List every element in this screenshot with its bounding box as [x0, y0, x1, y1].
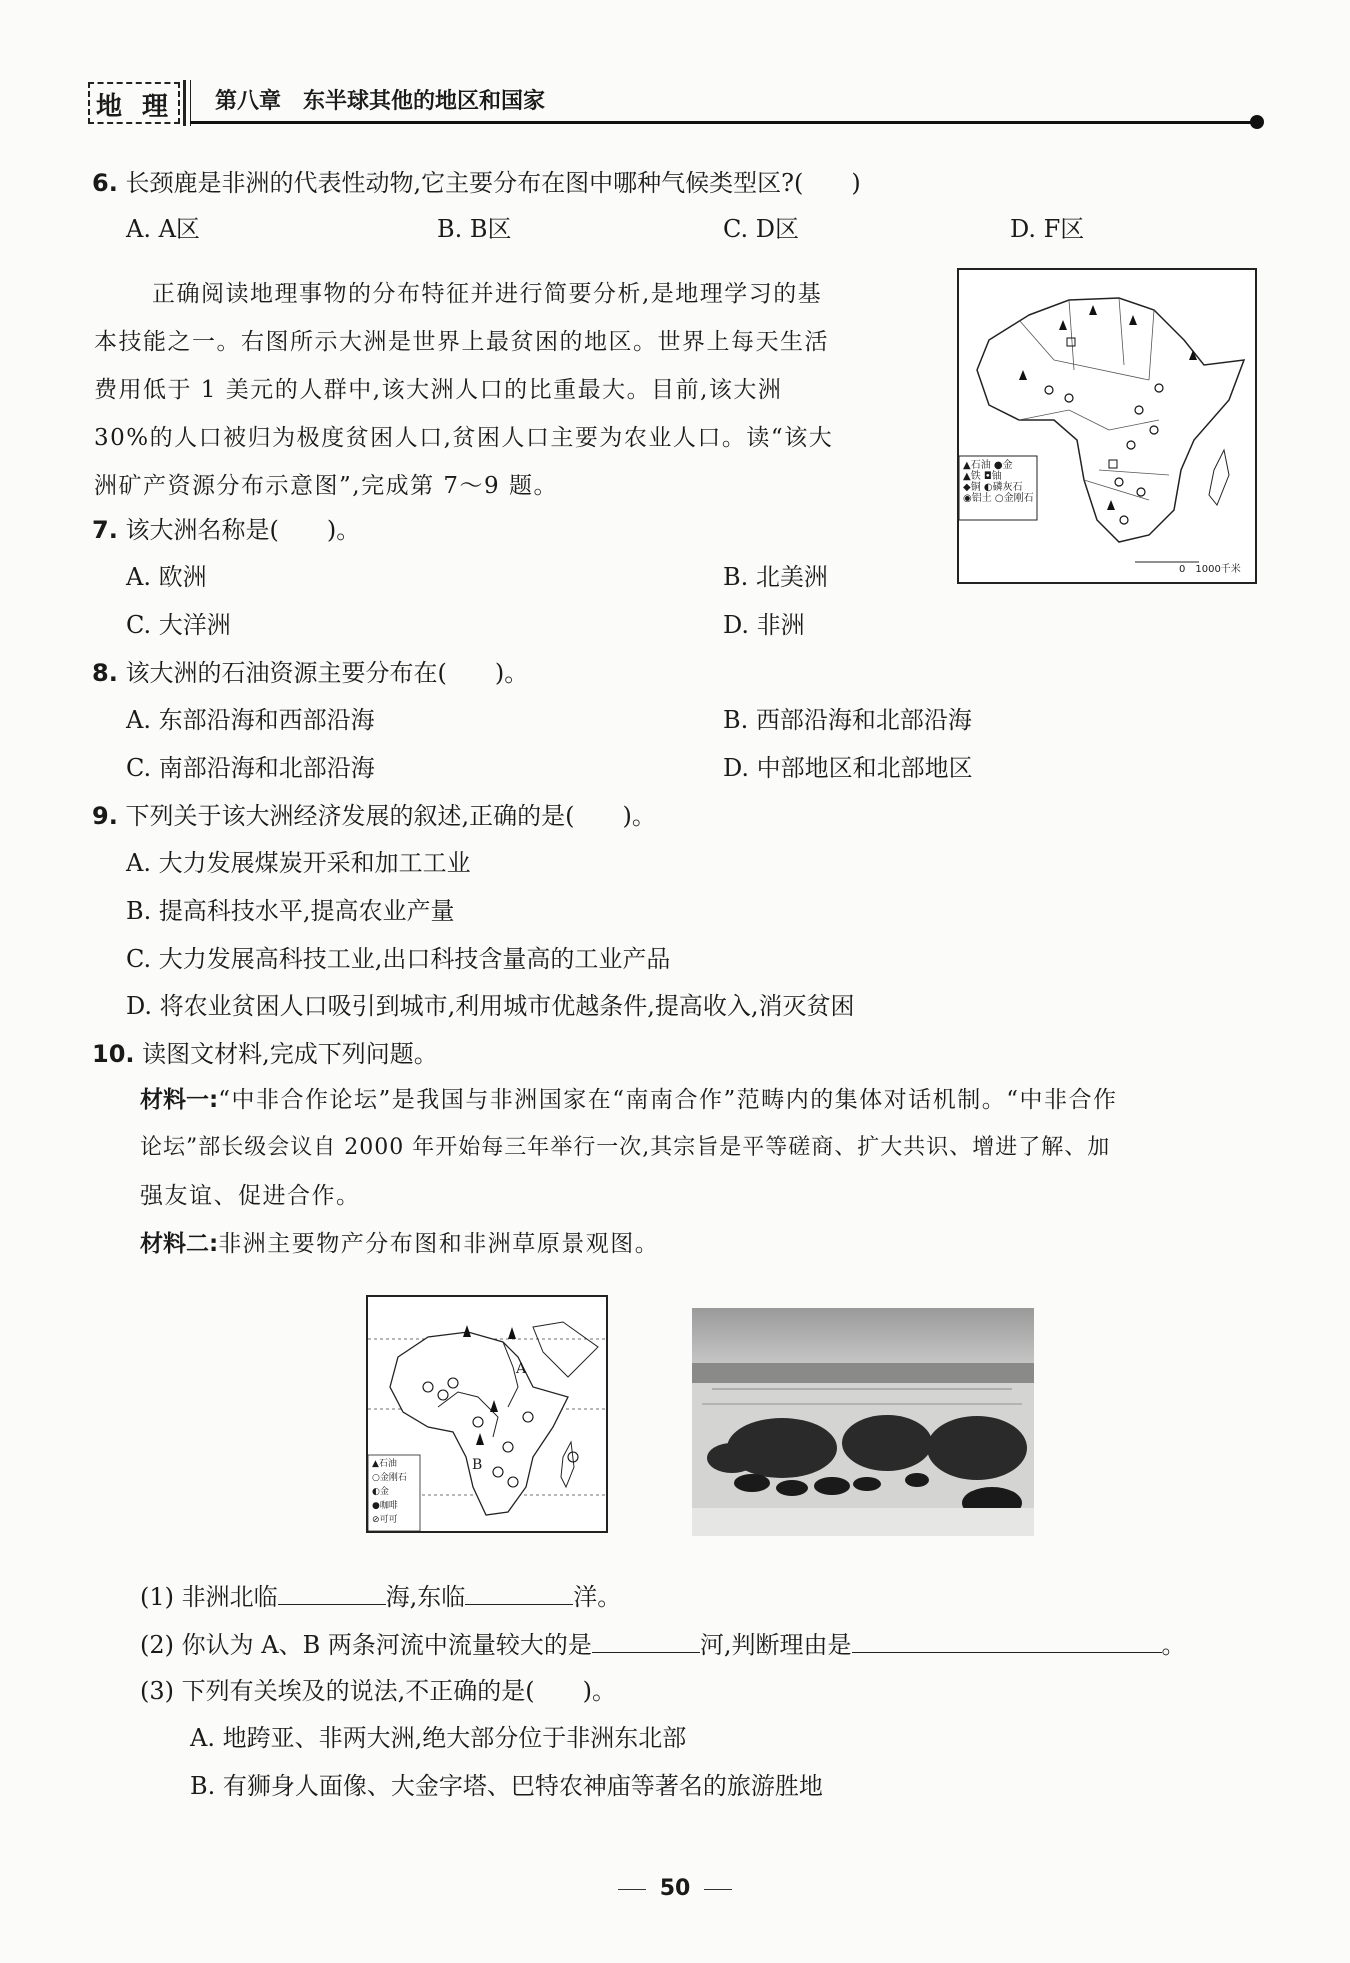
legend2-oil: 石油 [378, 1459, 397, 1469]
q9-option-c: C. 大力发展高科技工业,出口科技含量高的工业产品 [126, 945, 671, 973]
legend2-diamond: 金刚石 [379, 1473, 407, 1483]
river-label-b: B [472, 1457, 483, 1473]
page-number [0, 1876, 1350, 1901]
material-1-label: 材料一: [140, 1087, 219, 1113]
material-1-text-1: “中非合作论坛”是我国与非洲国家在“南南合作”范畴内的集体对话机制。“中非合作 [218, 1087, 1118, 1113]
sub1-part-c: 洋。 [573, 1583, 622, 1611]
legend-iron: 铁 [970, 471, 981, 482]
page-number-value: 50 [659, 1876, 691, 1901]
header-rule [190, 121, 1256, 124]
material-1-line-3: 强友谊、促进合作。 [140, 1183, 361, 1209]
answer-blank-reason[interactable] [852, 1628, 1162, 1653]
header-separator-thin [190, 80, 191, 126]
sub3-option-a: A. 地跨亚、非两大洲,绝大部分位于非洲东北部 [190, 1724, 687, 1752]
material-1-line-2: 论坛”部长级会议自 2000 年开始每三年举行一次,其宗旨是平等磋商、扩大共识、增进了解、加 [140, 1135, 1111, 1160]
sub2-part-b: 河,判断理由是 [699, 1631, 852, 1659]
sub1-part-b: 海,东临 [385, 1583, 466, 1611]
africa-products-map [366, 1295, 608, 1533]
question-text: 长颈鹿是非洲的代表性动物,它主要分布在图中哪种气候类型区?( ) [125, 169, 861, 197]
q6-option-d: D. F区 [1010, 215, 1085, 243]
sub2-part-a: (2) 你认为 A、B 两条河流中流量较大的是 [140, 1631, 592, 1659]
sub3-option-b: B. 有狮身人面像、大金字塔、巴特农神庙等著名的旅游胜地 [190, 1772, 823, 1800]
q7-option-d: D. 非洲 [723, 611, 805, 639]
sub2-part-c: 。 [1161, 1631, 1186, 1659]
q7-option-b: B. 北美洲 [723, 563, 828, 591]
passage-line-1: 正确阅读地理事物的分布特征并进行简要分析,是地理学习的基 [152, 281, 823, 307]
question-number: 10. [92, 1040, 135, 1068]
legend-uranium: 铀 [991, 471, 1002, 482]
question-6 [92, 168, 861, 198]
passage-line-4: 30%的人口被归为极度贫困人口,贫困人口主要为农业人口。读“该大 [94, 425, 834, 451]
legend2-cocoa: 可可 [379, 1515, 398, 1525]
passage-line-5: 洲矿产资源分布示意图”,完成第 7～9 题。 [94, 473, 558, 499]
q8-option-d: D. 中部地区和北部地区 [723, 754, 973, 782]
header-separator [183, 80, 186, 126]
africa-mineral-map [957, 268, 1257, 584]
answer-blank-ocean[interactable] [465, 1580, 573, 1605]
answer-blank-river[interactable] [592, 1628, 700, 1653]
material-1-line-1 [140, 1076, 1118, 1124]
q9-option-d: D. 将农业贫困人口吸引到城市,利用城市优越条件,提高收入,消灭贫困 [126, 992, 855, 1020]
q9-option-b: B. 提高科技水平,提高农业产量 [126, 897, 455, 925]
question-number: 7. [92, 516, 118, 544]
page-number-dash-left [618, 1889, 646, 1890]
q8-option-c: C. 南部沿海和北部沿海 [126, 754, 375, 782]
answer-blank-sea[interactable] [278, 1580, 386, 1605]
chapter-title: 第八章 东半球其他的地区和国家 [215, 89, 546, 114]
question-text: 该大洲的石油资源主要分布在( )。 [125, 659, 529, 687]
question-text: 该大洲名称是( )。 [125, 516, 361, 544]
q8-option-b: B. 西部沿海和北部沿海 [723, 706, 972, 734]
passage-line-3: 费用低于 1 美元的人群中,该大洲人口的比重最大。目前,该大洲 [94, 377, 783, 403]
material-2-line [140, 1220, 659, 1268]
question-number: 9. [92, 802, 118, 830]
q9-option-a: A. 大力发展煤炭开采和加工工业 [126, 849, 471, 877]
sub1-part-a: (1) 非洲北临 [140, 1583, 278, 1611]
passage-line-2: 本技能之一。右图所示大洲是世界上最贫困的地区。世界上每天生活 [94, 329, 829, 355]
river-label-a: A [516, 1361, 527, 1377]
page-number-dash-right [704, 1889, 732, 1890]
map1-legend: ▲石油 ●金 ▲铁 ◘铀 ◆铜 ◐磷灰石 ◉铝土 ○金刚石 [963, 460, 1034, 504]
subject-char-2: 理 [142, 92, 169, 122]
savanna-photo [692, 1308, 1034, 1536]
sub-question-1 [140, 1580, 621, 1612]
question-9 [92, 801, 656, 831]
map2-legend: ▲石油 ○金刚石 ◐金 ●咖啡 ⊘可可 [372, 1459, 407, 1525]
question-7 [92, 515, 360, 545]
legend-gold: 金 [1002, 460, 1013, 471]
material-2-text: 非洲主要物产分布图和非洲草原景观图。 [218, 1231, 660, 1257]
material-2-label: 材料二: [140, 1231, 219, 1257]
q6-option-b: B. B区 [437, 215, 512, 243]
q7-option-a: A. 欧洲 [126, 563, 207, 591]
q6-option-c: C. D区 [723, 215, 800, 243]
africa-map-drawing [959, 270, 1255, 582]
legend-copper: 铜 [970, 482, 981, 493]
question-8 [92, 658, 528, 688]
question-number: 8. [92, 659, 118, 687]
question-10 [92, 1039, 438, 1069]
question-number: 6. [92, 169, 118, 197]
subject-char-1: 地 [96, 92, 123, 122]
question-text: 读图文材料,完成下列问题。 [142, 1040, 438, 1068]
legend2-coffee: 咖啡 [379, 1501, 398, 1511]
header-rule-dot [1250, 115, 1264, 129]
legend-oil: 石油 [970, 460, 991, 471]
q8-option-a: A. 东部沿海和西部沿海 [126, 706, 375, 734]
savanna-photo-drawing [692, 1308, 1034, 1536]
map1-scale: 0 1000千米 [1179, 564, 1241, 575]
legend-bauxite: 铝土 [971, 493, 992, 504]
q7-option-c: C. 大洋洲 [126, 611, 231, 639]
legend2-gold: 金 [379, 1487, 389, 1497]
legend-diamond: 金刚石 [1003, 493, 1034, 504]
sub-question-2 [140, 1628, 1186, 1660]
q6-option-a: A. A区 [126, 215, 200, 243]
sub-question-3: (3) 下列有关埃及的说法,不正确的是( )。 [140, 1677, 616, 1705]
legend-phosphate: 磷灰石 [992, 482, 1023, 493]
question-text: 下列关于该大洲经济发展的叙述,正确的是( )。 [125, 802, 656, 830]
